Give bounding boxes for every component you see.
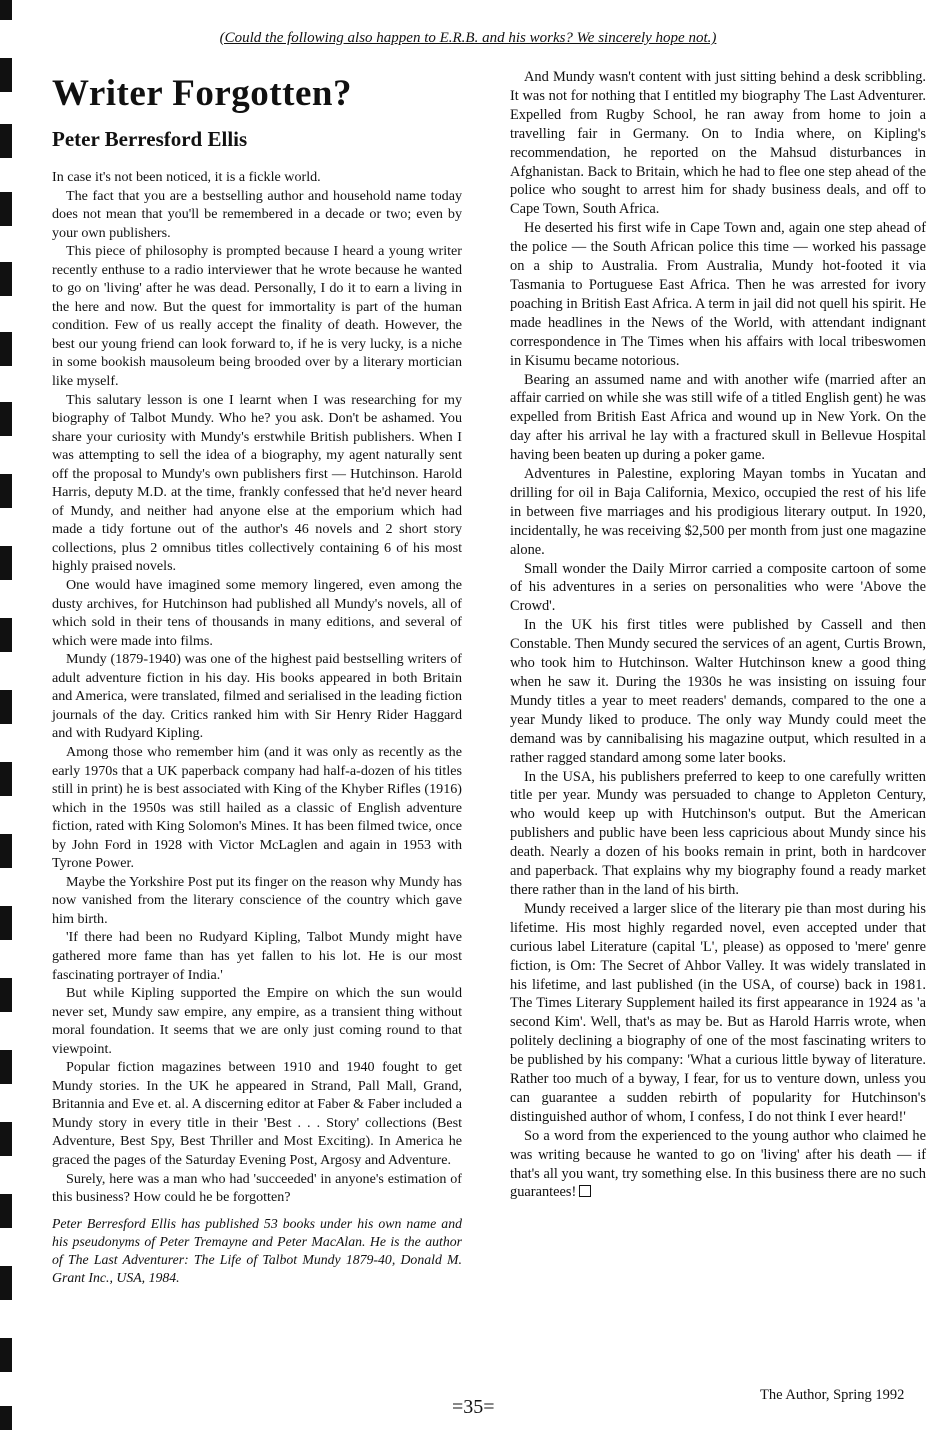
punch-mark bbox=[0, 402, 12, 436]
paragraph: Mundy (1879-1940) was one of the highest paid bestselling writers of adult adventure fiction in his day. His books appeared in both Britain and America, were translated, filmed and serialised in the leading fiction journals of the day. Critics ranked him with Sir Henry Rider Haggard and with Rudyard Kipling. bbox=[52, 651, 462, 742]
punch-mark bbox=[0, 474, 12, 508]
paragraph: Maybe the Yorkshire Post put its finger on the reason why Mundy has now vanished from the literary conscience of the country which gave him birth. bbox=[52, 873, 462, 927]
header-note: (Could the following also happen to E.R.B. and his works? We sincerely hope not.) bbox=[219, 30, 717, 46]
page-number: =35= bbox=[452, 1396, 495, 1418]
punch-mark bbox=[0, 618, 12, 652]
paragraph: In case it's not been noticed, it is a fickle world. bbox=[52, 169, 321, 185]
paragraph: Popular fiction magazines between 1910 and 1940 fought to get Mundy stories. In the UK he appeared in Strand, Pall Mall, Grand, Britannia and Eve et. al. A discerning editor at Faber & Faber included a Mundy story in every title in their 'Best . . . Story' collections (Best Adventure, Best Spy, Best Thriller and Most Exciting). In America he graced the pages of the Saturday Evening Post, Argosy and Adventure. bbox=[52, 1059, 462, 1168]
paragraph: And Mundy wasn't content with just sitting behind a desk scribbling. It was not for nothing that I entitled my biography The Last Adventurer. Expelled from Rugby School, he ran away from home to join a travelling fair in Germany. On to India where, on Kipling's recommendation, he reported on the Mahsud disturbances in Afghanistan. Back to Britain, which he had to flee one step ahead of the police who sought to arrest him for shady business deals, and off to Cape Town, South Africa. bbox=[510, 69, 926, 218]
punch-mark bbox=[0, 1266, 12, 1300]
left-body bbox=[52, 168, 462, 1207]
punch-mark bbox=[0, 834, 12, 868]
punch-mark bbox=[0, 332, 12, 366]
paragraph: Bearing an assumed name and with another wife (married after an affair carried on while she was still wife of a titled English gent) he was expelled from British East Africa and wound up in New York. On the day after his arrival he lay with a fractured skull in Bellevue Hospital having been beaten up during a poker game. bbox=[510, 371, 926, 464]
author-bio: Peter Berresford Ellis has published 53 books under his own name and his pseudonyms of Peter Tremayne and Peter MacAlan. He is the author of The Last Adventurer: The Life of Talbot Mundy 1879-40, Donald M. Grant Inc., USA, 1984. bbox=[52, 1215, 462, 1285]
paragraph: Among those who remember him (and it was only as recently as the early 1970s that a UK paperback company had half-a-dozen of his titles still in print) he is best associated with King of the Khyber Rifles (1916) which in the 1950s was still hailed as a classic of English adventure fiction, rated with King Solomon's Mines. It has been filmed twice, once by John Ford in 1928 with Victor McLaglen and again in 1953 with Tyrone Power. bbox=[52, 743, 462, 872]
paragraph: But while Kipling supported the Empire on which the sun would never set, Mundy saw empire, any empire, as a transient thing without moral foundation. It seems that we are only just coming round to that viewpoint. bbox=[52, 985, 462, 1057]
paragraph: This salutary lesson is one I learnt when I was researching for my biography of Talbot Mundy. Who he? you ask. Don't be ashamed. You share your curiosity with Mundy's erstwhile British publishers. When I was attempting to sell the idea of a biography, my agent naturally sent off the proposal to Mundy's own publishers first — Hutchinson. Harold Harris, deputy M.D. at the time, frankly confessed that he'd never heard of Mundy, and neither had anyone else at the emporium which had made a tidy fortune out of the author's 46 novels and 2 short story collections, plus 2 omnibus titles collectively containing 6 of his most highly praised novels. bbox=[52, 391, 462, 575]
punch-mark bbox=[0, 262, 12, 296]
paragraph: In the UK his first titles were published by Cassell and then Constable. Then Mundy secured the services of an agent, Curtis Brown, who took him to Hutchinson. Walter Hutchinson knew a good thing when he saw it. During the 1930s he was insisting on issuing four Mundy titles a year to meet readers' demands, compared to the one a year Mundy liked to produce. The only way Mundy could meet the demand was by cannibalising his magazine output, which resulted in a rather ragged standard among some later books. bbox=[510, 617, 926, 766]
paragraph-final bbox=[510, 1127, 926, 1203]
punch-mark bbox=[0, 192, 12, 226]
paragraph: Small wonder the Daily Mirror carried a composite cartoon of some of his adventures in a series on personalities who were 'Above the Crowd'. bbox=[510, 560, 926, 615]
paragraph: Adventures in Palestine, exploring Mayan tombs in Yucatan and drilling for oil in Baja California, Mexico, occupied the rest of his life in between five marriages and his prodigious literary output. In 1920, incidentally, he was receiving $2,500 per month from just one magazine alone. bbox=[510, 466, 926, 558]
publication-footer: The Author, Spring 1992 bbox=[760, 1387, 905, 1403]
closing-text: So a word from the experienced to the young author who claimed he was writing because he wanted to go on 'living' after his death — if that's all you want, try something else. In this business there are no such guarantees! bbox=[510, 1127, 926, 1201]
punch-mark bbox=[0, 546, 12, 580]
punch-mark bbox=[0, 978, 12, 1012]
author-byline: Peter Berresford Ellis bbox=[52, 127, 248, 151]
punch-mark bbox=[0, 762, 12, 796]
punch-mark bbox=[0, 1194, 12, 1228]
paragraph: In the USA, his publishers preferred to keep to one carefully written title per year. Mundy was persuaded to change to Appleton Century, who would keep up with Hutchinson's output. But the American publishers and public have been less capricious about Mundy since his death. Nearly a dozen of his books remain in print, both in hardcover and paperback. That explains why my biography found a ready market there rather than in the land of his birth. bbox=[510, 768, 926, 898]
paragraph: The fact that you are a bestselling author and household name today does not mean that you'll be remembered in a decade or two; even by your own publishers. bbox=[52, 187, 462, 241]
punch-mark bbox=[0, 1338, 12, 1372]
punch-mark bbox=[0, 58, 12, 92]
paragraph: 'If there had been no Rudyard Kipling, Talbot Mundy might have gathered more fame than has yet fallen to his lot. He is our most fascinating portrayer of India.' bbox=[52, 929, 462, 983]
article-title: Writer Forgotten? bbox=[52, 73, 352, 114]
punch-mark bbox=[0, 124, 12, 158]
paragraph: Surely, here was a man who had 'succeeded' in anyone's estimation of this business? How could he be forgotten? bbox=[52, 1170, 462, 1206]
paragraph: This piece of philosophy is prompted because I heard a young writer recently enthuse to a radio interviewer that he wrote because he wanted to go on 'living' after he was dead. Personally, I do it to earn a living in the here and now. But the quest for immortality is part of the human condition. Few of us really accept the finality of death. However, the best our young friend can look forward to, if he is very lucky, is a niche in some bookish mausoleum being brooded over by a literary mortician like myself. bbox=[52, 243, 462, 390]
punch-mark bbox=[0, 0, 12, 20]
right-column bbox=[510, 68, 926, 1202]
paragraph: He deserted his first wife in Cape Town and, again one step ahead of the police — the South African police this time — worked his passage on a ship to Australia. From Australia, Mundy hot-footed it via Tasmania to Portuguese East Africa. Then he was arrested for ivory poaching in British East Africa. A term in jail did not quell his spirit. He made headlines in the News of the World, with attendant indignant correspondence in The Times when his affairs with local tribeswomen in Kisumu became notorious. bbox=[510, 220, 926, 369]
paragraph: Mundy received a larger slice of the literary pie than most during his lifetime. His most highly regarded novel, even accepted under that curious label Literature (capital 'L', please) as opposed to 'mere' genre fiction, is Om: The Secret of Ahbor Valley. It was widely translated in his lifetime, and last published (in the USA, of course) back in 1981. The Times Literary Supplement hailed its first appearance in 1924 as 'a second Kim'. Well, that's as may be. But as Harold Harris wrote, when politely declining a biography of one of the most fascinating writers to be published by his company: 'What a curious little byway of literature. Rather too much of a byway, I fear, for us to venture down, unless you can guarantee a sudden rebirth of popularity for Hutchinson's distinguished author of whom, I confess, I do not think I ever heard!' bbox=[510, 900, 926, 1125]
punch-mark bbox=[0, 690, 12, 724]
punch-mark bbox=[0, 1122, 12, 1156]
punch-mark bbox=[0, 1406, 12, 1430]
end-mark-box-icon bbox=[579, 1185, 591, 1197]
punch-mark bbox=[0, 1050, 12, 1084]
left-column bbox=[52, 72, 462, 1287]
punch-mark bbox=[0, 906, 12, 940]
paragraph: One would have imagined some memory lingered, even among the dusty archives, for Hutchinson had published all Mundy's novels, all of which sold in their tens of thousands in many editions, and several of which were made into films. bbox=[52, 577, 462, 649]
